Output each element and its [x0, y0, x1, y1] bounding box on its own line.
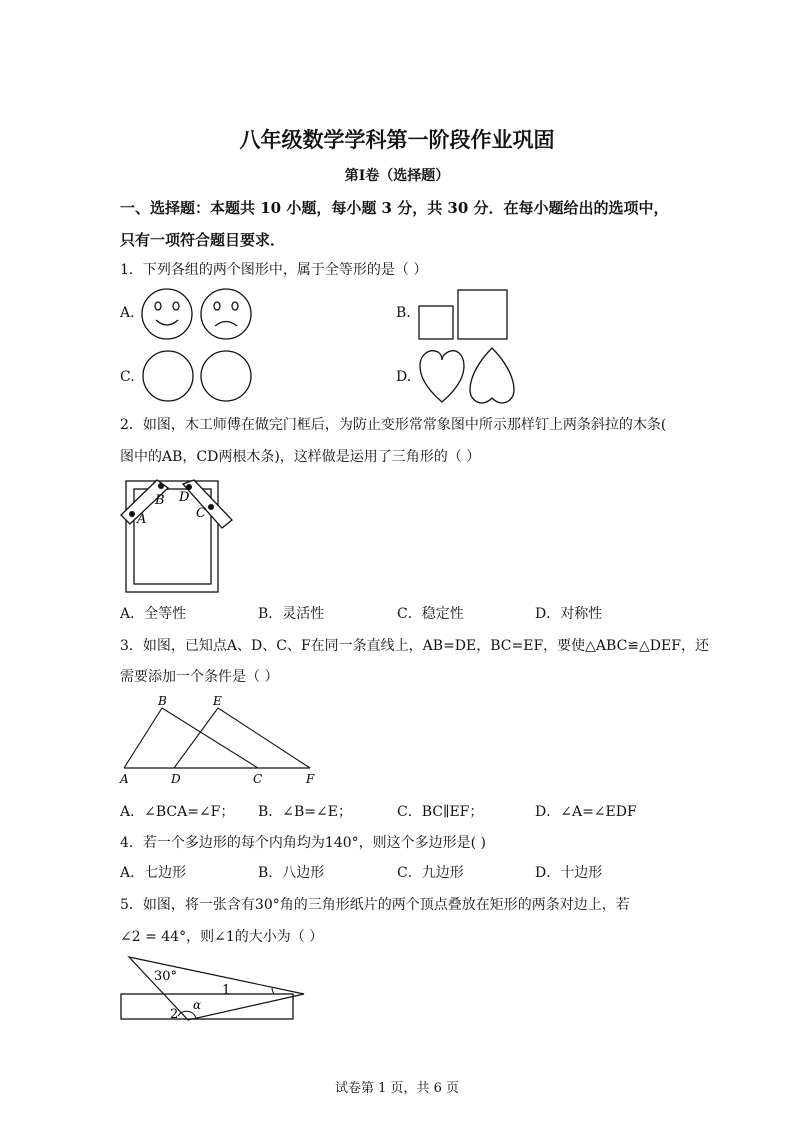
point-label-b: B	[158, 694, 167, 708]
section-heading-line2: 只有一项符合题目要求．	[120, 231, 286, 249]
q1-option-a-label: A.	[120, 305, 135, 321]
heart-shape-left	[420, 351, 464, 402]
question-2-stem-line2: 图中的AB，CD两根木条)，这样做是运用了三角形的（ ）	[120, 449, 481, 465]
smiley-face-icon	[142, 289, 192, 339]
q2-option-d: D．对称性	[535, 606, 603, 622]
circle-shape-left	[143, 351, 193, 401]
angle-1-label: 1	[222, 983, 231, 998]
circle-shape-right	[201, 351, 251, 401]
page-title: 八年级数学学科第一阶段作业巩固	[239, 127, 555, 152]
question-3-stem-line1: 3．如图，已知点A、D、C、F在同一条直线上，AB=DE，BC=EF，要使△ABC≌△DEF，还	[120, 638, 709, 654]
triangle-abc	[124, 708, 258, 768]
point-label-c: C	[196, 506, 206, 521]
q1-option-a-faces	[140, 288, 260, 344]
q4-option-d: D．十边形	[535, 865, 603, 881]
question-1-stem: 1．下列各组的两个图形中，属于全等形的是（ ）	[120, 262, 428, 278]
angle-1-arc	[272, 988, 274, 994]
nail-c	[208, 504, 214, 510]
q2-option-a: A．全等性	[120, 606, 187, 622]
angle-alpha-label: α	[193, 998, 202, 1012]
volume-heading: 第Ⅰ卷（选择题）	[344, 168, 450, 184]
question-5-stem-line2: ∠2 = 44°，则∠1的大小为（ ）	[120, 929, 324, 945]
point-label-d: D	[179, 490, 190, 505]
question-4-stem: 4．若一个多边形的每个内角均为140°，则这个多边形是( )	[120, 835, 487, 851]
q3-option-a: A．∠BCA=∠F；	[120, 804, 235, 820]
question-2-stem-line1: 2．如图，木工师傅在做完门框后，为防止变形常常象图中所示那样钉上两条斜拉的木条(	[120, 417, 667, 433]
page-footer: 试卷第 1 页，共 6 页	[334, 1081, 460, 1096]
point-label-e: E	[213, 694, 222, 708]
question-5-stem-line1: 5．如图，将一张含有30°角的三角形纸片的两个顶点叠放在矩形的两条对边上，若	[120, 897, 630, 913]
point-label-b: B	[155, 493, 165, 508]
q2-door-frame-figure	[118, 478, 238, 596]
q1-option-b-label: B.	[396, 305, 411, 321]
q4-option-c: C．九边形	[397, 865, 464, 881]
point-label-f: F	[306, 772, 315, 786]
q2-option-b: B．灵活性	[258, 606, 325, 622]
triangle-def	[174, 708, 310, 768]
q1-option-b-squares	[418, 289, 510, 341]
q2-option-c: C．稳定性	[397, 606, 464, 622]
angle-30-label: 30°	[154, 969, 178, 984]
heart-shape-right	[470, 348, 514, 403]
q3-triangles-figure	[118, 694, 328, 786]
large-square-shape	[458, 290, 507, 339]
point-label-a: A	[120, 772, 129, 786]
nail-b	[158, 483, 164, 489]
section-heading-line1: 一、选择题：本题共 10 小题，每小题 3 分，共 30 分．在每小题给出的选项中，	[120, 199, 669, 217]
angle-2-label: 2	[170, 1007, 179, 1022]
small-square-shape	[419, 306, 453, 339]
point-label-c: C	[253, 772, 263, 786]
question-3-stem-line2: 需要添加一个条件是（ ）	[120, 669, 279, 685]
q4-option-a: A．七边形	[120, 865, 187, 881]
nail-a	[129, 511, 135, 517]
q4-option-b: B．八边形	[258, 865, 325, 881]
q3-option-b: B．∠B=∠E；	[258, 804, 352, 820]
set-square-triangle	[129, 957, 304, 1020]
sad-face-icon	[201, 289, 251, 339]
point-label-d: D	[171, 772, 181, 786]
q1-option-d-label: D.	[396, 369, 412, 385]
q3-option-d: D．∠A=∠EDF	[535, 804, 637, 820]
q1-option-c-label: C.	[120, 369, 135, 385]
point-label-a: A	[137, 512, 147, 527]
q1-option-c-circles	[140, 350, 256, 402]
q3-option-c: C．BC∥EF；	[397, 804, 484, 820]
q5-triangle-rectangle-figure	[118, 954, 308, 1026]
q1-option-d-hearts	[418, 346, 520, 406]
